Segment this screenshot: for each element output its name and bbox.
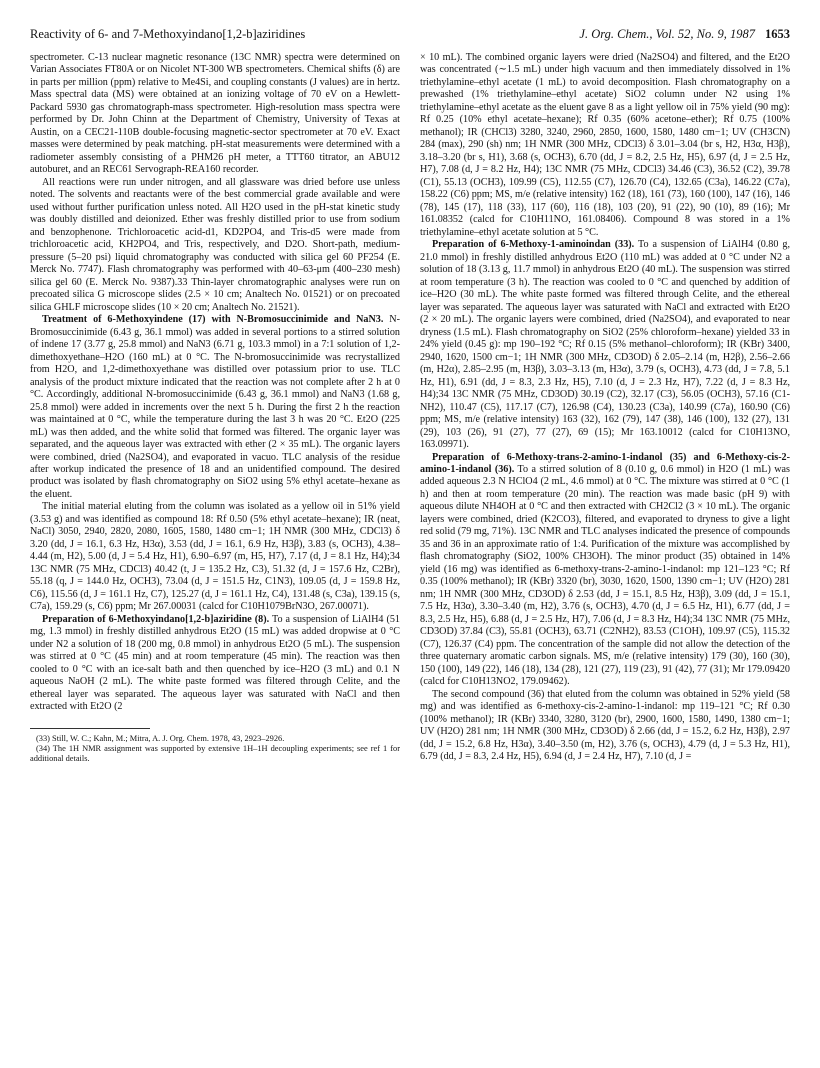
paragraph [420, 452, 790, 689]
paragraph-text: The initial material eluting from the column was isolated as a yellow oil in 51% yield (3.53 g) and was identified as compound 18: Rf 0.50 (5% ethyl acetate–hexane); IR (neat, NaCl) 3050, 2940, 2820, 2080, 1605, 1580, 1480 cm−1; 1H NMR (300 MHz, CDCl3) δ 3.20 (dd, J = 16.1, 6.3 Hz, H3α), 3.53 (dd, J = 16.1, 6.9 Hz, H3β), 3.83 (s, OCH3), 4.38–4.44 (m, H2), 5.00 (d, J = 5.4 Hz, H1), 6.90–6.97 (m, H5, H7), 7.17 (d, J = 8.1 Hz, H4);34 13C NMR (75 MHz, CDCl3) 40.42 (t, J = 135.2 Hz, C3), 51.32 (d, J = 157.6 Hz, C2Br), 55.18 (q, J = 144.0 Hz, OCH3), 73.04 (d, J = 151.5 Hz, C1N3), 109.05 (d, J = 159.8 Hz, C6), 115.56 (d, J = 161.1 Hz, C7), 125.27 (d, J = 161.1 Hz, C4), 131.48 (s, C3a), 139.15 (s, C7a), 159.29 (s, C6) ppm; Mr 267.00031 (calcd for C10H1079BrN3O, 267.00071). [30, 501, 400, 613]
paragraph-text: To a suspension of LiAlH4 (51 mg, 1.3 mmol) in freshly distilled anhydrous Et2O (15 mL) was added dropwise at 0 °C under N2 a solution of 18 (200 mg, 0.8 mmol) in anhydrous Et2O (5 mL). The suspension was stirred at 0 °C (45 min) and at room temperature (45 min). The reaction was then cooled to 0 °C with an ice-salt bath and then quenched by ice–H2O (3 mL) and 0.1 N aqueous NaOH (2 mL). The white paste formed was filtered through Celite, and the ethereal layer was separated. The aqueous layer was saturated with NaCl and then extracted with Et2O (2 [30, 613, 400, 713]
footnote-divider [30, 728, 150, 729]
section-title: Treatment of 6-Methoxyindene (17) with N-Bromosuccinimide and NaN3. [42, 314, 384, 326]
paragraph-text: N-Bromosuccinimide (6.43 g, 36.1 mmol) was added in several portions to a stirred solution of indene 17 (3.77 g, 25.8 mmol) and NaN3 (6.71 g, 103.3 mmol) in a 7:1 solution of 1,2-dimethoxyethane–H2O (160 mL) at 0 °C. The N-bromosuccinimide was recrystallized from H2O, and 1,2-dimethoxyethane was distilled over potassium prior to use. TLC analysis of the product mixture indicated that the reaction was not complete after 2 h at 0 °C. Accordingly, additional N-bromosuccinimide (6.43 g, 36.1 mmol) and NaN3 (1.68 g, 25.8 mmol) were added in increments over the next 5 h. During the first 2 h the reaction was maintained at 0 °C, while the temperature during the last 3 h was 20 °C. Et2O (225 mL) was then added, and the white solid that formed was filtered. The organic layer was separated, and the aqueous layer was extracted with ether (2 × 35 mL). The organic layers were combined, dried (Na2SO4), and evaporated in vacuo. TLC analysis of the residue after workup indicated the presence of 18 and an unidentified compound. The desired product was isolated by flash chromatography on SiO2 using 5% ethyl acetate–hexane as the eluent. [30, 314, 400, 500]
running-head-journal [579, 26, 790, 42]
paragraph [30, 52, 400, 177]
paragraph [30, 314, 400, 501]
right-column [420, 52, 790, 764]
paragraph-text: To a suspension of LiAlH4 (0.80 g, 21.0 mmol) in freshly distilled anhydrous Et2O (110 mL) was added at 0 °C under N2 a solution of 18 (3.13 g, 11.7 mmol) in anhydrous Et2O (40 mL). The suspension was stirred at room temperature (3 h). The reaction was cooled to 0 °C and quenched by addition of ice–H2O (30 mL). The white paste formed was filtered through Celite, and the ethereal layer was separated. The aqueous layer was saturated with NaCl and extracted with Et2O (2 × 20 mL). The organic layers were combined, dried (Na2SO4), and evaporated to near dryness (1.5 mL). Flash chromatography on SiO2 (25% chloroform–hexane) yielded 33 in 24% yield (0.45 g): mp 190–192 °C; Rf 0.15 (5% methanol–chloroform); IR (KBr) 3400, 2940, 1620, 1500 cm−1; 1H NMR (300 MHz, CD3OD) δ 2.05–2.14 (m, H2β), 2.56–2.66 (m, H2α), 2.85–2.95 (m, H3β), 3.03–3.13 (m, H3α), 3.79 (s, OCH3), 4.73 (dd, J = 7.8, 5.1 Hz, H1), 6.91 (dd, J = 8.3, 2.3 Hz, H5), 7.10 (d, J = 2.3 Hz, H7), 7.22 (d, J = 8.3 Hz, H4);34 13C NMR (75 MHz, CD3OD) 30.19 (C2), 32.17 (C3), 56.05 (OCH3), 57.16 (C1-NH2), 110.47 (C5), 117.17 (C7), 126.98 (C4), 130.23 (C3a), 140.99 (C7a), 160.90 (C6) ppm; MS, m/e (relative intensity) 163 (32), 162 (79), 147 (38), 146 (100), 132 (27), 131 (29), 103 (26), 91 (27), 77 (27), 69 (15); Mr 163.10012 (calcd for C10H13NO, 163.09971). [420, 239, 790, 451]
two-column-body [30, 52, 790, 764]
section-title: Preparation of 6-Methoxy-1-aminoindan (33). [432, 239, 635, 251]
paragraph [30, 177, 400, 314]
running-head [30, 26, 790, 42]
journal-citation: J. Org. Chem., Vol. 52, No. 9, 1987 [579, 27, 755, 41]
paragraph [30, 501, 400, 613]
footnotes [30, 734, 400, 765]
paragraph-text: spectrometer. C-13 nuclear magnetic resonance (13C NMR) spectra were determined on Varian Associates FT80A or on Nicolet NT-300 WB spectrometers. Chemical shifts (δ) are in parts per million (ppm) relative to Me4Si, and coupling constants (J values) are in hertz. Mass spectral data (MS) were obtained at an ionizing voltage of 70 eV on a Hewlett-Packard 5930 gas chromatograph-mass spectrometer. High-resolution mass spectra were performed by Dr. John Chinn at the Department of Chemistry, University of Texas at Austin, on a CEC21-110B double-focusing magnetic-sector spectrometer at 70 eV. Exact masses were determined by peak matching. pH-stat measurements were determined with a radiometer assembly consisting of a PHM26 pH meter, a TTT60 titrator, an ABU12 autoburet, and an REC61 Servograph-REA160 recorder. [30, 52, 400, 176]
paragraph [30, 614, 400, 714]
section-title: Preparation of 6-Methoxy-trans-2-amino-1-indanol (35) and 6-Methoxy-cis-2-amino-1-indanol (36). [420, 451, 790, 475]
paragraph-text: To a stirred solution of 8 (0.10 g, 0.6 mmol) in H2O (1 mL) was added aqueous 2.3 N HClO4 (2 mL, 4.6 mmol) at 0 °C. The mixture was stirred at 0 °C (1 h) and then at room temperature (20 min). The reaction was made basic (pH 9) with aqueous dilute NH4OH at 0 °C and then extracted with CH2Cl2 (3 × 10 mL). The organic layers were combined, dried (K2CO3), filtered, and evaporated to dryness to give a light red solid (79 mg, 71%). 13C NMR and TLC analyses indicated the presence of compounds 35 and 36 in an approximate ratio of 1:4. Purification of the mixture was accomplished by flash chromatography (SiO2, 100% CH3OH). The minor product (35) obtained in 14% yield (16 mg) was identified as 6-methoxy-trans-2-amino-1-indanol: mp 121–123 °C; Rf 0.35 (100% methanol); IR (KBr) 3320 (br), 3030, 1620, 1500, 1390 cm−1; UV (H2O) 281 nm; 1H NMR (300 MHz, CD3OD) δ 2.53 (dd, J = 15.1, 8.5 Hz, H3β), 3.09 (dd, J = 15.1, 7.5 Hz, H3α), 3.30–3.40 (m, H2), 3.76 (s, OCH3), 4.70 (d, J = 6.5 Hz, H1), 6.77 (dd, J = 8.3, 2.5 Hz, H5), 6.88 (d, J = 2.5 Hz, H7), 7.06 (d, J = 8.3 Hz, H4);34 13C NMR (75 MHz, CD3OD) 37.84 (C3), 55.81 (OCH3), 63.71 (C2NH2), 83.53 (C1OH), 109.97 (C5), 115.32 (C7), 126.37 (C4) ppm. The concentration of the sample did not allow the detection of the three quaternary aromatic carbon signals. MS, m/e (relative intensity) 179 (30), 160 (30), 150 (100), 149 (22), 146 (18), 134 (28), 121 (27), 119 (23), 91 (42), 77 (31); Mr 179.09420 (calcd for C10H13NO2, 179.09462). [420, 463, 790, 688]
paragraph [420, 52, 790, 239]
paragraph [420, 689, 790, 764]
left-column [30, 52, 400, 764]
paragraph-text: The second compound (36) that eluted from the column was obtained in 52% yield (58 mg) and was identified as 6-methoxy-cis-2-amino-1-indanol: mp 119–121 °C; Rf 0.30 (100% methanol); IR (KBr) 3340, 3280, 3120 (br), 2900, 1600, 1580, 1490, 1380 cm−1; UV (H2O) 281 nm; 1H NMR (300 MHz, CD3OD) δ 2.66 (dd, J = 15.2, 6.2 Hz, H3β), 2.97 (dd, J = 15.2, 6.8 Hz, H3α), 3.40–3.50 (m, H2), 3.76 (s, OCH3), 4.79 (d, J = 5.3 Hz, H1), 6.79 (dd, J = 8.3, 2.4 Hz, H5), 6.94 (d, J = 2.4 Hz, H7), 7.10 (d, J = [420, 688, 790, 763]
footnote: (33) Still, W. C.; Kahn, M.; Mitra, A. J. Org. Chem. 1978, 43, 2923–2926. [36, 733, 285, 743]
footnote: (34) The 1H NMR assignment was supported by extensive 1H–1H decoupling experiments; see ref 1 for additional details. [30, 743, 400, 764]
running-head-title: Reactivity of 6- and 7-Methoxyindano[1,2-b]aziridines [30, 27, 306, 41]
paragraph [420, 239, 790, 451]
section-title: Preparation of 6-Methoxyindano[1,2-b]aziridine (8). [42, 613, 270, 625]
paragraph-text: All reactions were run under nitrogen, and all glassware was dried before use unless noted. The solvents and reactants were of the best commercial grade available and were used without further purification unless noted. All H2O used in the pH-stat kinetic study was doubly distilled and deionized. Ether was freshly distilled prior to use from sodium and benzophenone. Trichloroacetic acid-d1, KD2PO4, and Tris-d5 were made from trichloroacetic acid, KH2PO4, and Tris, respectively, and D2O. Short-path, medium-pressure (5–20 psi) liquid chromatography was conducted with silica gel 60 PF254 (E. Merck No. 7747). Flash chromatography was performed with 40–63-μm (400–230 mesh) silica gel 60 (E. Merck No. 9387).33 Thin-layer chromatographic analyses were run on precoated silica G microscope slides (2.5 × 10 cm; Analtech No. 01521) or on precoated silica GHLF microscope slides (10 × 20 cm; Analtech No. 21521). [30, 176, 400, 313]
page-number: 1653 [765, 27, 790, 41]
paragraph-text: × 10 mL). The combined organic layers were dried (Na2SO4) and filtered, and the Et2O was concentrated (∼1.5 mL) under high vacuum and then immediately dissolved in 1% triethylamine–ethyl acetate (1 mL) to avoid decomposition. Flash chromatography on a prewashed (1% triethylamine–ethyl acetate) SiO2 column under N2 using 1% triethylamine–ethyl acetate as the eluent gave 8 as a light yellow oil in 75% yield (90 mg): Rf 0.25 (10% ethyl acetate–hexane); Rf 0.35 (60% acetone–ether); Rf 0.75 (100% methanol); IR (CHCl3) 3280, 3240, 2960, 2850, 1600, 1580, 1480 cm−1; UV (CH3CN) 284 (max), 290 (sh) nm; 1H NMR (300 MHz, CDCl3) δ 3.01–3.04 (br s, H2, H3α, H3β), 3.18–3.20 (br s, H1), 3.68 (s, OCH3), 6.70 (dd, J = 8.2, 2.5 Hz, H5), 6.97 (d, J = 2.5 Hz, H7), 7.08 (d, J = 8.2 Hz, H4); 13C NMR (75 MHz, CDCl3) 34.46 (C3), 36.52 (C2), 39.78 (C1), 55.13 (OCH3), 109.99 (C5), 112.55 (C7), 126.70 (C4), 132.65 (C3a), 146.22 (C7a), 158.22 (C6) ppm; MS, m/e (relative intensity) 162 (18), 161 (73), 160 (100), 147 (16), 146 (78), 145 (17), 118 (33), 117 (60), 116 (18), 103 (20), 91 (22), 90 (10), 89 (16); Mr 161.08352 (calcd for C10H11NO, 161.08406). Compound 8 was stored in a 1% triethylamine–ethyl acetate solution at 5 °C. [420, 52, 790, 238]
